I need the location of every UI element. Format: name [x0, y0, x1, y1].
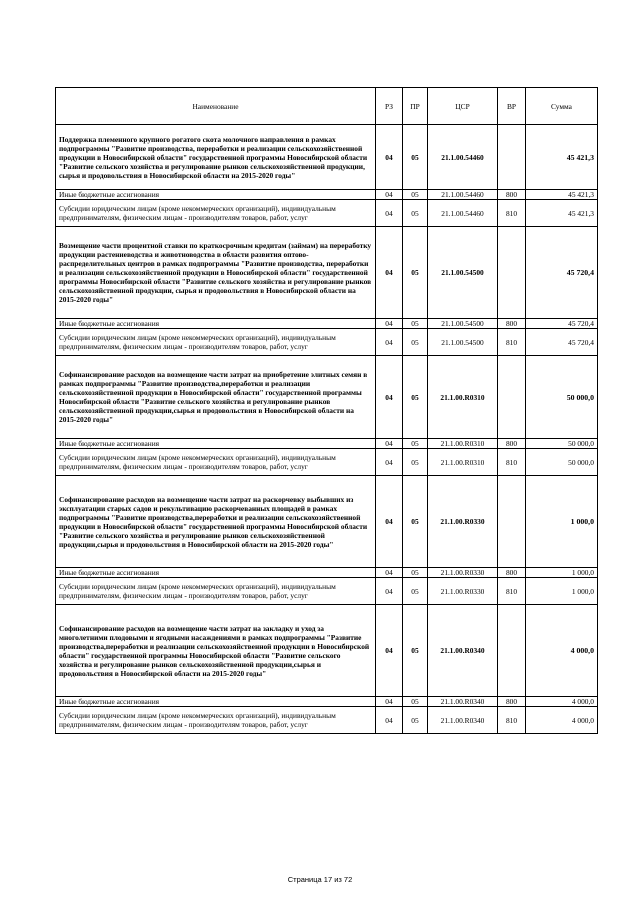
table-row [56, 319, 598, 329]
header-pr: ПР [403, 88, 428, 125]
cell-csr: 21.1.00.R0330 [428, 476, 498, 568]
cell-pr: 05 [403, 125, 428, 190]
cell-pr: 05 [403, 568, 428, 578]
budget-table [55, 87, 598, 734]
cell-name: Субсидии юридическим лицам (кроме некоммерческих организаций), индивидуальным предпринимателям, физическим лицам - производителям товаров, работ, услуг [56, 329, 376, 356]
header-sum: Сумма [526, 88, 598, 125]
cell-pr: 05 [403, 329, 428, 356]
header-csr: ЦСР [428, 88, 498, 125]
cell-pr: 05 [403, 605, 428, 697]
cell-rz: 04 [376, 476, 403, 568]
cell-vr: 810 [498, 449, 526, 476]
cell-name: Возмещение части процентной ставки по краткосрочным кредитам (займам) на переработку продукции растениеводства и животноводства в области развития оптово-распределительных центров в рамках подпрограммы "Развитие производства, переработки и реализации сельскохозяйственной продукции в Новосибирской области" государственной программы Новосибирской области "Развитие сельского хозяйства и регулирование рынков сельскохозяйственной продукции, сырья и продовольствия в Новосибирской области на 2015-2020 годы" [56, 227, 376, 319]
cell-sum: 45 720,4 [526, 227, 598, 319]
header-rz: РЗ [376, 88, 403, 125]
cell-pr: 05 [403, 476, 428, 568]
cell-sum: 50 000,0 [526, 439, 598, 449]
cell-sum: 45 421,3 [526, 200, 598, 227]
table-header-row [56, 88, 598, 125]
cell-name: Иные бюджетные ассигнования [56, 319, 376, 329]
cell-sum: 50 000,0 [526, 356, 598, 439]
cell-sum: 45 421,3 [526, 190, 598, 200]
cell-csr: 21.1.00.R0340 [428, 605, 498, 697]
cell-name: Поддержка племенного крупного рогатого скота молочного направления в рамках подпрограммы "Развитие производства, переработки и реализации сельскохозяйственной продукции в Новосибирской области" государственной программы Новосибирской области "Развитие сельского хозяйства и регулирование рынков сельскохозяйственной продукции, сырья и продовольствия в Новосибирской области на 2015-2020 годы" [56, 125, 376, 190]
cell-vr: 810 [498, 707, 526, 734]
table-row [56, 707, 598, 734]
cell-name: Софинансирование расходов на возмещение части затрат на приобретение элитных семян в рамках подпрограммы "Развитие производства,переработки и реализации сельскохозяйственной продукции в Новосибирской области" государственной программы Новосибирской области "Развитие сельского хозяйства и регулирование рынков сельскохозяйственной продукции,сырья и продовольствия в Новосибирской области на 2015-2020 годы" [56, 356, 376, 439]
cell-vr [498, 605, 526, 697]
cell-name: Софинансирование расходов на возмещение части затрат на раскорчевку выбывших из эксплуатации старых садов и рекультивацию раскорчеванных площадей в рамках подпрограммы "Развитие производства,переработки и реализации сельскохозяйственной продукции в Новосибирской области" государственной программы Новосибирской области "Развитие сельского хозяйства и регулирование рынков сельскохозяйственной продукции,сырья и продовольствия в Новосибирской области на 2015-2020 годы" [56, 476, 376, 568]
table-row [56, 200, 598, 227]
cell-sum: 4 000,0 [526, 605, 598, 697]
table-row [56, 125, 598, 190]
cell-sum: 4 000,0 [526, 707, 598, 734]
cell-name: Иные бюджетные ассигнования [56, 568, 376, 578]
cell-name: Субсидии юридическим лицам (кроме некоммерческих организаций), индивидуальным предпринимателям, физическим лицам - производителям товаров, работ, услуг [56, 578, 376, 605]
table-row [56, 356, 598, 439]
table-row [56, 605, 598, 697]
header-vr: ВР [498, 88, 526, 125]
cell-sum: 4 000,0 [526, 697, 598, 707]
cell-vr [498, 125, 526, 190]
cell-csr: 21.1.00.54500 [428, 329, 498, 356]
cell-csr: 21.1.00.R0340 [428, 707, 498, 734]
cell-rz: 04 [376, 605, 403, 697]
cell-csr: 21.1.00.R0330 [428, 578, 498, 605]
cell-vr [498, 356, 526, 439]
table-row [56, 697, 598, 707]
cell-rz: 04 [376, 707, 403, 734]
cell-vr: 810 [498, 329, 526, 356]
cell-name: Субсидии юридическим лицам (кроме некоммерческих организаций), индивидуальным предпринимателям, физическим лицам - производителям товаров, работ, услуг [56, 449, 376, 476]
cell-csr: 21.1.00.R0310 [428, 449, 498, 476]
table-row [56, 578, 598, 605]
cell-sum: 1 000,0 [526, 578, 598, 605]
cell-sum: 1 000,0 [526, 568, 598, 578]
cell-name: Субсидии юридическим лицам (кроме некоммерческих организаций), индивидуальным предпринимателям, физическим лицам - производителям товаров, работ, услуг [56, 707, 376, 734]
cell-vr: 800 [498, 697, 526, 707]
cell-csr: 21.1.00.R0340 [428, 697, 498, 707]
table-body [56, 125, 598, 734]
cell-pr: 05 [403, 707, 428, 734]
cell-rz: 04 [376, 449, 403, 476]
cell-pr: 05 [403, 578, 428, 605]
cell-vr [498, 476, 526, 568]
cell-csr: 21.1.00.54460 [428, 190, 498, 200]
table-row [56, 190, 598, 200]
cell-name: Софинансирование расходов на возмещение части затрат на закладку и уход за многолетними плодовыми и ягодными насаждениями в рамках подпрограммы "Развитие производства,переработки и реализации сельскохозяйственной продукции в Новосибирской области" государственной программы Новосибирской области "Развитие сельского хозяйства и регулирование рынков сельскохозяйственной продукции,сырья и продовольствия в Новосибирской области на 2015-2020 годы" [56, 605, 376, 697]
cell-rz: 04 [376, 227, 403, 319]
cell-csr: 21.1.00.54500 [428, 319, 498, 329]
cell-rz: 04 [376, 568, 403, 578]
cell-vr: 800 [498, 568, 526, 578]
cell-rz: 04 [376, 697, 403, 707]
cell-csr: 21.1.00.R0310 [428, 356, 498, 439]
cell-sum: 50 000,0 [526, 449, 598, 476]
cell-sum: 45 720,4 [526, 319, 598, 329]
cell-pr: 05 [403, 439, 428, 449]
table-row [56, 227, 598, 319]
cell-vr: 810 [498, 200, 526, 227]
cell-pr: 05 [403, 697, 428, 707]
cell-rz: 04 [376, 319, 403, 329]
cell-csr: 21.1.00.R0330 [428, 568, 498, 578]
cell-rz: 04 [376, 200, 403, 227]
cell-pr: 05 [403, 449, 428, 476]
cell-csr: 21.1.00.54460 [428, 125, 498, 190]
cell-pr: 05 [403, 190, 428, 200]
cell-vr: 800 [498, 319, 526, 329]
cell-name: Иные бюджетные ассигнования [56, 697, 376, 707]
cell-pr: 05 [403, 200, 428, 227]
cell-rz: 04 [376, 190, 403, 200]
cell-csr: 21.1.00.54460 [428, 200, 498, 227]
cell-vr: 800 [498, 190, 526, 200]
cell-csr: 21.1.00.54500 [428, 227, 498, 319]
cell-vr [498, 227, 526, 319]
table-row [56, 449, 598, 476]
cell-name: Иные бюджетные ассигнования [56, 439, 376, 449]
cell-pr: 05 [403, 356, 428, 439]
cell-name: Субсидии юридическим лицам (кроме некоммерческих организаций), индивидуальным предпринимателям, физическим лицам - производителям товаров, работ, услуг [56, 200, 376, 227]
table-row [56, 329, 598, 356]
cell-name: Иные бюджетные ассигнования [56, 190, 376, 200]
cell-sum: 1 000,0 [526, 476, 598, 568]
cell-rz: 04 [376, 356, 403, 439]
cell-pr: 05 [403, 319, 428, 329]
page-number: Страница 17 из 72 [287, 875, 353, 884]
cell-sum: 45 421,3 [526, 125, 598, 190]
cell-rz: 04 [376, 439, 403, 449]
cell-vr: 800 [498, 439, 526, 449]
cell-csr: 21.1.00.R0310 [428, 439, 498, 449]
cell-sum: 45 720,4 [526, 329, 598, 356]
table-row [56, 439, 598, 449]
cell-rz: 04 [376, 578, 403, 605]
cell-pr: 05 [403, 227, 428, 319]
cell-rz: 04 [376, 329, 403, 356]
table-row [56, 476, 598, 568]
table-row [56, 568, 598, 578]
cell-rz: 04 [376, 125, 403, 190]
cell-vr: 810 [498, 578, 526, 605]
header-name: Наименование [56, 88, 376, 125]
